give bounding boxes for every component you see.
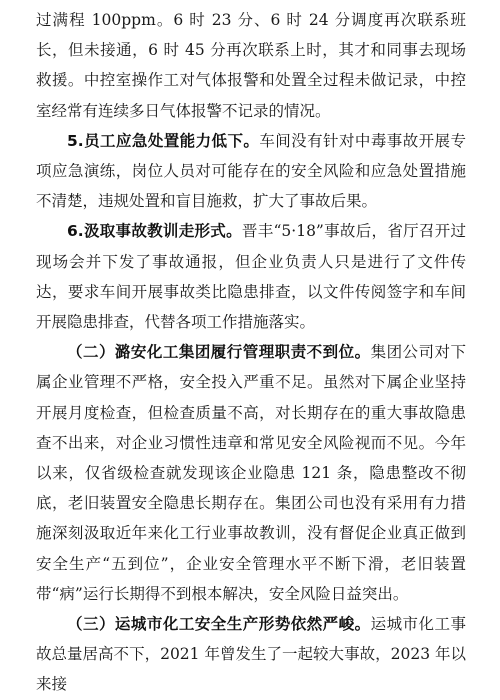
paragraph-section-2 (36, 337, 466, 609)
paragraph-continued (36, 5, 466, 126)
paragraph-item-6 (36, 216, 466, 337)
paragraph-heading: （三）运城市化工安全生产形势依然严峻。 (67, 615, 371, 634)
paragraph-text: 车间没有针对中毒事故开展专项应急演练，岗位人员对可能存在的安全风险和应急处置措施不清楚，违规处置和盲目施救，扩大了事故后果。 (36, 131, 466, 211)
paragraph-text: 运城市化工事故总量居高不下，2021 年曾发生了一起较大事故，2023 年以来接 (36, 615, 466, 694)
paragraph-heading: （二）潞安化工集团履行管理职责不到位。 (67, 343, 371, 362)
paragraph-section-3 (36, 609, 466, 700)
paragraph-item-5 (36, 126, 466, 217)
paragraph-text: 过满程 100ppm。6 时 23 分、6 时 24 分调度再次联系班长，但未接通，6 时 45 分再次联系上时，其才和同事去现场救援。中控室操作工对气体报警和处置全过程未做记录，中控室经常有连续多日气体报警不记录的情况。 (36, 11, 466, 120)
paragraph-text: 集团公司对下属企业管理不严格，安全投入严重不足。虽然对下属企业坚持开展月度检查，但检查质量不高，对长期存在的重大事故隐患查不出来，对企业习惯性违章和常见安全风险视而不见。今年以来，仅省级检查就发现该企业隐患 121 条，隐患整改不彻底，老旧装置安全隐患长期存在。集团公司也没有采用有力措施深刻汲取近年来化工行业事故教训，没有督促企业真正做到安全生产“五到位”，企业安全管理水平不断下滑，老旧装置带“病”运行长期得不到根本解决，安全风险日益突出。 (36, 343, 466, 603)
paragraph-text: 晋丰“5·18”事故后，省厅召开过现场会并下发了事故通报，但企业负责人只是进行了文件传达，要求车间开展事故类比隐患排查，以文件传阅签字和车间开展隐患排查，代替各项工作措施落实。 (36, 222, 466, 332)
paragraph-heading: 5.员工应急处置能力低下。 (67, 131, 260, 150)
paragraph-heading: 6.汲取事故教训走形式。 (67, 222, 242, 241)
